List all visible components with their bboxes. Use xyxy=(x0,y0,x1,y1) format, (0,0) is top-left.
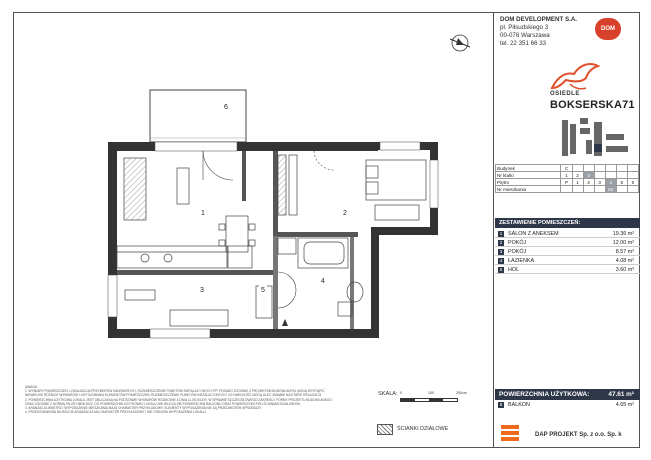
room-number: 4 xyxy=(499,258,503,263)
location-row xyxy=(496,165,639,172)
rooms-header: ZESTAWIENIE POMIESZCZEŃ: xyxy=(495,218,640,228)
brand-title: BOKSERSKA71 xyxy=(550,99,635,111)
location-row-label: Nr mieszkania xyxy=(496,186,561,193)
room-number: 2 xyxy=(499,240,503,245)
door-swings xyxy=(203,151,334,308)
location-cell xyxy=(594,165,605,172)
room-name: POKÓJ xyxy=(508,249,527,255)
brand-subtitle: OSIEDLE xyxy=(550,91,580,97)
room-number: 3 xyxy=(499,249,503,254)
room-label-6: 6 xyxy=(224,104,228,111)
location-cell: 3 xyxy=(594,179,605,186)
location-cell: 3 xyxy=(583,172,594,179)
note-line: 4. PRZEDSTAWIONA NA RZUCIE ARANŻACJA MA CHARAKTER PRZYKŁADOWY I NIE STANOWI WYPOSAŻENIA LOKALU. xyxy=(25,410,207,415)
scale-bar xyxy=(400,398,458,402)
location-cell: 2 xyxy=(583,179,594,186)
balcony-number: 6 xyxy=(499,402,503,407)
location-row xyxy=(496,179,639,186)
location-cell xyxy=(561,186,572,193)
note-line: 3. ARANŻACJA WNĘTRZ I WYPOSAŻENIE MIESZKANIA MAJĄ CHARAKTER PRZYKŁADOWY. ELEMENTY WYPOSAŻENIA NIE SĄ PRZEDMIOTEM SPRZEDAŻY. xyxy=(25,406,262,411)
room-number: 5 xyxy=(499,267,503,272)
note-line: 1. WYMIARY POMIESZCZEŃ, LOKALIZACJA PRZYBORÓW SANITARNYCH, ROZMIESZCZENIE PUNKTÓW INSTALACYJNYCH ITP. PODANO ZGODNIE Z PROJEKTEM BUDOWLANYM. MOGĄ WYSTĄPIĆ NIEWIELKIE RÓŻNICE WYMIARÓW I USYTUOWANIA ELEMENTÓW POMIESZCZEŃ. ROZMIESZCZENIE PUNKTÓW INSTALACYJNYCH I ICH WIELKOŚĆ MOGĄ ULEC ZMIANIE NA ETAPIE REALIZACJI. xyxy=(25,389,325,398)
location-cell xyxy=(572,165,583,172)
location-cell: 1 xyxy=(572,179,583,186)
entrance-marker xyxy=(282,319,288,326)
location-row-label: Piętro xyxy=(496,179,561,186)
total-area-label: POWIERZCHNIA UŻYTKOWA: xyxy=(499,391,590,398)
location-cell: P xyxy=(561,179,572,186)
note-line: 2. POWIERZCHNIA UŻYTKOWA LOKALU JEST OBLICZANA NA PODSTAWIE WYMIARÓW ROZMOWIE Z DNIA 11.05.2016 R. W SPRAWIE SZCZEGÓŁOWEGO ZAKRESU I FORMY PROJEKTU BUDOWLANEGO ORAZ ZGODNIE Z NORMĄ PN-ISO 9836:2022. DO POWIERZCHNI UŻYTKOWEJ LOKALU NIE WLICZA SIĘ POWIERZCHNI BALKONU ORAZ POWIERZCHNI POD ŚCIANAMI DZIAŁOWYMI. xyxy=(25,397,332,406)
room-area: 8.57 m² xyxy=(615,249,634,255)
notes-block xyxy=(25,385,335,414)
company-info xyxy=(500,16,577,48)
location-cell: 6 xyxy=(627,179,638,186)
room-area: 12.00 m² xyxy=(612,240,634,246)
location-cell: C xyxy=(561,165,572,172)
scale-tick-1: 100 xyxy=(428,391,434,395)
room-name: HOL xyxy=(508,267,520,273)
location-cell: 4 xyxy=(605,179,616,186)
location-cell xyxy=(627,186,638,193)
location-cell xyxy=(616,186,627,193)
legend-hatch-swatch xyxy=(377,424,393,435)
room-row xyxy=(495,266,640,274)
room-number: 1 xyxy=(499,231,503,236)
room-name: SALON Z ANEKSEM xyxy=(508,231,559,237)
location-row xyxy=(496,186,639,193)
company-name: DOM DEVELOPMENT S.A. xyxy=(500,16,578,23)
location-cell xyxy=(583,165,594,172)
location-cell: 63 xyxy=(605,186,616,193)
note-line: UWAGA: xyxy=(25,385,38,389)
location-row xyxy=(496,172,639,179)
room-area: 3.60 m² xyxy=(615,267,634,273)
room-name: POKÓJ xyxy=(508,240,527,246)
furniture xyxy=(117,155,426,326)
room-row xyxy=(495,257,640,265)
room-row xyxy=(495,248,640,256)
dom-logo: DOM xyxy=(595,18,621,40)
company-address-2: 00-078 Warszawa xyxy=(500,32,550,39)
room-label-4: 4 xyxy=(321,278,325,285)
location-row-label: Budynek xyxy=(496,165,561,172)
location-cell xyxy=(627,172,638,179)
total-area-value: 47.61 m² xyxy=(608,391,634,398)
room-row xyxy=(495,230,640,238)
scale-tick-0: 0 xyxy=(400,391,402,395)
location-cell xyxy=(605,165,616,172)
location-cell: 2 xyxy=(572,172,583,179)
horse-logo-icon xyxy=(544,58,604,92)
location-cell: 1 xyxy=(561,172,572,179)
balcony-area xyxy=(150,90,246,142)
location-cell xyxy=(594,172,605,179)
balcony-name: BALKON xyxy=(508,402,530,408)
location-cell xyxy=(583,186,594,193)
company-phone: tel. 22 351 66 33 xyxy=(500,40,547,47)
scale-tick-2: 200cm xyxy=(456,391,467,395)
legend-partition-walls: ŚCIANKI DZIAŁOWE xyxy=(397,426,449,432)
company-address-1: pl. Piłsudskiego 3 xyxy=(500,24,549,31)
designer-block xyxy=(495,425,640,445)
room-label-5: 5 xyxy=(261,287,265,294)
balcony-area: 4.65 m² xyxy=(615,402,634,408)
scale-label: SKALA: xyxy=(378,391,398,397)
designer-name: DAP PROJEKT Sp. z o.o. Sp. k xyxy=(535,432,622,438)
location-cell xyxy=(616,172,627,179)
location-cell xyxy=(572,186,583,193)
location-row-label: Nr klatki xyxy=(496,172,561,179)
room-label-2: 2 xyxy=(343,210,347,217)
room-name: ŁAZIENKA xyxy=(508,258,535,264)
room-area: 4.08 m² xyxy=(615,258,634,264)
room-row xyxy=(495,239,640,247)
total-area-bar xyxy=(495,389,640,400)
room-label-1: 1 xyxy=(201,210,205,217)
location-cell xyxy=(605,172,616,179)
info-panel xyxy=(493,12,640,448)
location-cell xyxy=(627,165,638,172)
site-plan-icon xyxy=(556,116,636,160)
balcony-row xyxy=(495,401,640,409)
room-area: 19.36 m² xyxy=(612,231,634,237)
room-label-3: 3 xyxy=(200,287,204,294)
interior-walls xyxy=(117,151,358,329)
north-arrow-icon xyxy=(450,35,470,51)
location-cell: 5 xyxy=(616,179,627,186)
dap-logo-icon xyxy=(501,425,519,445)
location-cell xyxy=(594,186,605,193)
location-table xyxy=(495,164,639,193)
location-cell xyxy=(616,165,627,172)
